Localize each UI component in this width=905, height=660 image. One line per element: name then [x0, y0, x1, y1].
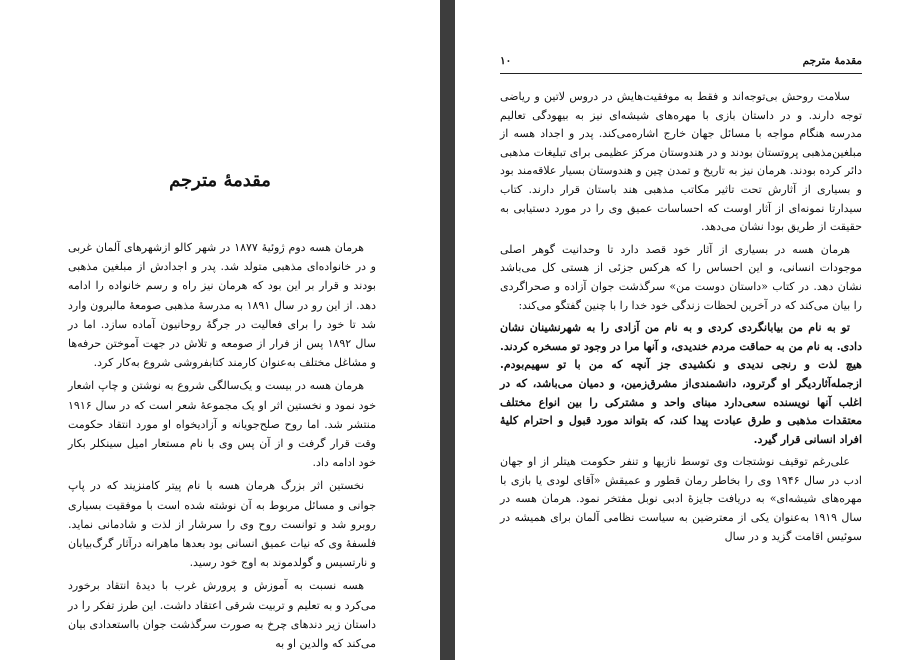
paragraph: هرمان هسه در بیست و یک‌سالگی شروع به نوشتن و چاپ اشعار خود نمود و نخستین اثر او یک مجموعهٔ شعر است که در سال ۱۹۱۶ منتشر شد. اما روح صلح‌جویانه و آزادیخواه او مورد انتقاد حکومت وقت قرار گرفت و از آن پس وی با نام مستعار امیل سینکلر بکار خود ادامه داد.	[68, 379, 376, 470]
chapter-title: مقدمهٔ مترجم	[169, 170, 271, 191]
paragraph: هسه نسبت به آموزش و پرورش غرب با دیدهٔ انتقاد برخورد می‌کرد و به تعلیم و تربیت شرقی اعتقاد داشت. این طرز تفکر را در داستان زیر دندهای چرخ به صورت سرگذشت جوان بااستعدادی بیان می‌کند که والدین او به	[68, 579, 376, 651]
left-page	[0, 0, 440, 660]
paragraph: سلامت روحش بی‌توجه‌اند و فقط به موفقیت‌هایش در دروس لاتین و ریاضی توجه دارند. و در داستان بازی با مهره‌های شیشه‌ای نیز به بیهودگی تعالیم مدرسه هنگام مواجه با مسائل جهان خارج اشاره‌می‌کند. پدر و اجداد هسه از مبلغین‌مذهبی پروتستان بودند و در هندوستان مرکز عظیمی برای تبلیغات مذهبی دائر کرده بودند. هرمان نیز به تاریخ و تمدن چین و هندوستان بسیار علاقه‌مند بود و بسیاری از آثارش تحت تاثیر مکاتب مذهبی هند باستان قرار دارند. کتاب سیدارتا نمونه‌ای از آثار اوست که احساسات عمیق وی را در مورد دستیابی به حقیقت از طریق بودا نشان می‌دهد.	[500, 90, 862, 234]
left-text-column	[68, 238, 376, 657]
paragraph: نخستین اثر بزرگ هرمان هسه با نام پیتر کامنزیند که در پاپ جوانی و مسائل مربوط به آن نوشته شده است با موفقیت بسیاری روبرو شد و توانست روح وی را سرشار از لذت و شادمانی نماید. فلسفهٔ وی که نیات عمیق انسانی بود بعدها ماهرانه درآثار گرگ‌بیابان و نارتسیس و گولد‌موند به اوج خود رسید.	[68, 479, 376, 570]
book-gutter	[440, 0, 455, 660]
paragraph: هرمان هسه در بسیاری از آثار خود قصد دارد تا وحدانیت گوهر اصلی موجودات انسانی، و این احساس را که هرکس جزئی از هستی کل می‌باشد نشان دهد. در کتاب «داستان دوست من» سرگذشت جوان آزاده و صحراگردی را بیان می‌کند که در آخرین لحظات زندگی خود خدا را با چنین گفتگو می‌کند:	[500, 242, 862, 312]
running-header	[500, 55, 862, 74]
page-number: ۱۰	[500, 55, 512, 67]
paragraph: علی‌رغم توقیف نوشتجات وی توسط نازیها و تنفر حکومت هیتلر از او جهان ادب در سال ۱۹۴۶ وی را بخاطر رمان قطور و عمیقش «آقای لودی یا بازی با مهره‌های شیشه‌ای» به دریافت جایزهٔ ادبی نوبل مفتخر نمود. هرمان هسه در سال ۱۹۱۹ به‌عنوان یکی از معترضین به سیاست نظامی آلمان برای همیشه در سوئیس اقامت گزید و در سال	[500, 455, 862, 543]
right-text-column	[500, 88, 862, 550]
paragraph: هرمان هسه دوم ژوئیهٔ ۱۸۷۷ در شهر کالو ازشهرهای آلمان غربی و در خانواده‌ای مذهبی متولد شد. پدر و اجدادش از مبلغین مذهبی بودند و قرار بر این بود که هرمان نیز راه و رسم خانواده را ادامه دهد. از این رو در سال ۱۸۹۱ به مدرسهٔ مذهبی صومعهٔ مالبرون وارد شد تا خود را برای فعالیت در جرگهٔ روحانیون آماده سازد. اما در سال ۱۸۹۲ پس از فرار از صومعه و تلاش در جهت آموختن حرفه‌ها و مشاغل مختلف به‌عنوان کارمند کتابفروشی شروع به‌کار کرد.	[68, 241, 376, 370]
right-page	[455, 0, 905, 660]
running-title: مقدمهٔ مترجم	[802, 55, 862, 67]
quote-paragraph: تو به نام من بیابانگردی کردی و به نام من آزادی را به شهرنشینان نشان دادی. به نام من به حماقت مردم خندیدی، و آنها مرا در وجود تو مسخره کردند. هیچ لذت و رنجی ندیدی و نکشیدی جز آنچه که من با تو سهیم‌بودم. ازجمله‌آثاردیگر او گرترود، دانشمندی‌از مشرق‌زمین، و دمیان می‌باشد، که در اغلب آنها نویسنده سعی‌دارد مبنای واحد و مشترکی را بین انواع مختلف معتقدات مذهبی و طرق عبادت پیدا کند، که بتواند مورد قبول و احترام کلیهٔ افراد انسانی قرار گیرد.	[500, 321, 862, 446]
